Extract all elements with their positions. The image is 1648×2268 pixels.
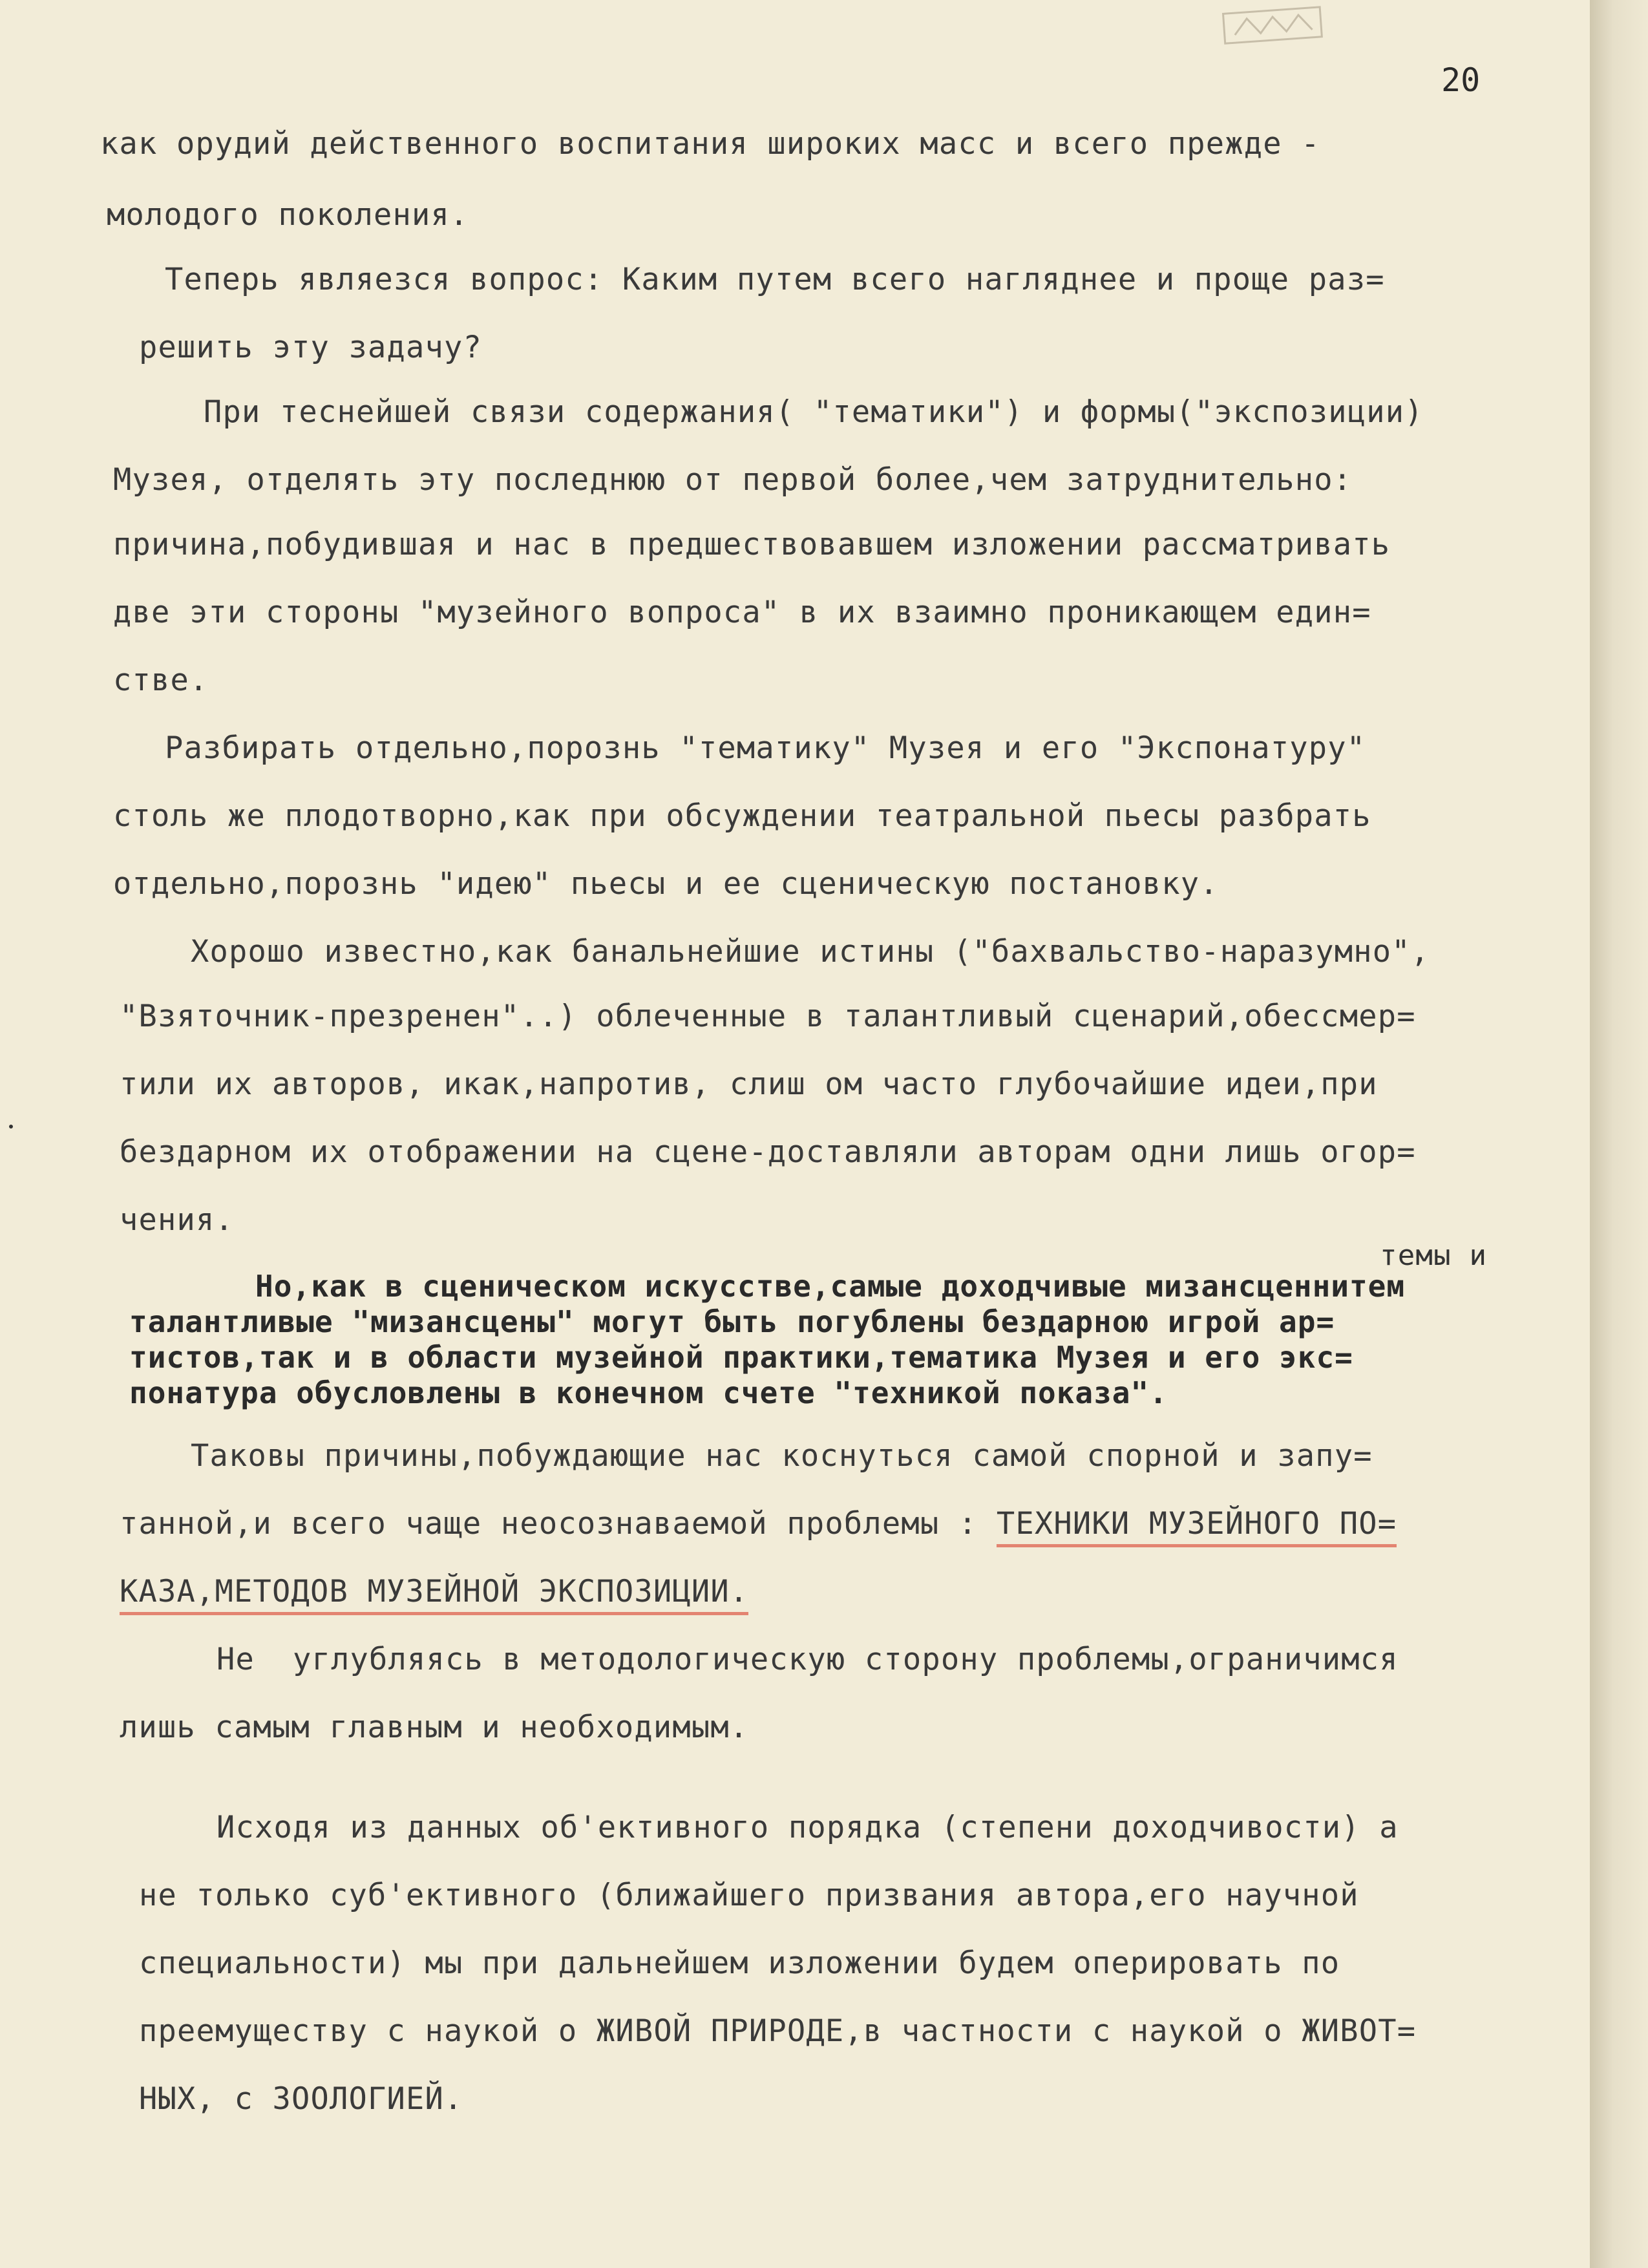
text-line: танной,и всего чаще неосознаваемой проблемы : ТЕХНИКИ МУЗЕЙНОГО ПО= [120,1506,1397,1542]
text-line: решить эту задачу? [139,330,482,365]
text-line: стве. [113,662,209,698]
underlined-phrase: ТЕХНИКИ МУЗЕЙНОГО ПО= [997,1506,1397,1547]
handwritten-insertion: темы и [1380,1239,1488,1272]
text-line: столь же плодотворно,как при обсуждении театральной пьесы разбрать [113,798,1371,834]
text-line: Исходя из данных об'ективного порядка (степени доходчивости) а [217,1810,1399,1845]
text-line: "Взяточник-презренен"..) облеченные в талантливый сценарий,обессмер= [120,999,1416,1034]
text-line: тистов,так и в области музейной практики,тематика Музея и его экс= [129,1340,1353,1375]
archive-stamp [1220,3,1326,48]
text-line: Разбирать отдельно,порознь "тематику" Музея и его "Экспонатуру" [165,730,1366,766]
text-line: отдельно,порознь "идею" пьесы и ее сценическую постановку. [113,866,1219,902]
text-line: Теперь являезся вопрос: Каким путем всего нагляднее и проще раз= [165,262,1385,297]
underlined-phrase: КАЗА,МЕТОДОВ МУЗЕЙНОЙ ЭКСПОЗИЦИИ. [120,1574,748,1615]
text-line: причина,побудившая и нас в предшествовавшем изложении рассматривать [113,527,1391,562]
text-line: как орудий действенного воспитания широких масс и всего прежде - [100,126,1320,162]
page-number: 20 [1441,61,1481,99]
text-line: Не углубляясь в методологическую сторону проблемы,ограничимся [217,1642,1399,1677]
text-line: При теснейшей связи содержания( "тематики") и формы("экспозиции) [204,394,1424,430]
text-line: лишь самым главным и необходимым. [120,1710,749,1745]
text-line: две эти стороны "музейного вопроса" в их взаимно проникающем един= [113,595,1371,630]
page-edge [1590,0,1648,2268]
text-line: Хорошо известно,как банальнейшие истины ("бахвальство-наразумно", [191,934,1430,970]
text-line [120,1574,748,1610]
text-line: Музея, отделять эту последнюю от первой более,чем затруднительно: [113,462,1353,498]
text-line: талантливые "мизансцены" могут быть погублены бездарною игрой ар= [129,1304,1335,1339]
text-line: тили их авторов, икак,напротив, слиш ом часто глубочайшие идеи,при [120,1066,1378,1102]
text-line: специальности) мы при дальнейшем изложении будем оперировать по [139,1945,1340,1981]
text-line: не только суб'ективного (ближайшего призвания автора,его научной [139,1878,1359,1913]
text-line: бездарном их отображении на сцене-доставляли авторам одни лишь огор= [120,1134,1416,1170]
text-line: НЫХ, с ЗООЛОГИЕЙ. [139,2081,463,2117]
text-line: чения. [120,1202,234,1238]
text-line: преемуществу с наукой о ЖИВОЙ ПРИРОДЕ,в частности с наукой о ЖИВОТ= [139,2013,1417,2049]
text-line: Таковы причины,побуждающие нас коснуться самой спорной и запу= [191,1438,1373,1474]
text-line: молодого поколения. [107,197,469,233]
text-line: понатура обусловлены в конечном счете "техникой показа". [129,1375,1168,1410]
ink-dot [9,1125,13,1129]
text-line: Но,как в сценическом искусстве,самые доходчивые мизансценнитем [255,1269,1406,1304]
